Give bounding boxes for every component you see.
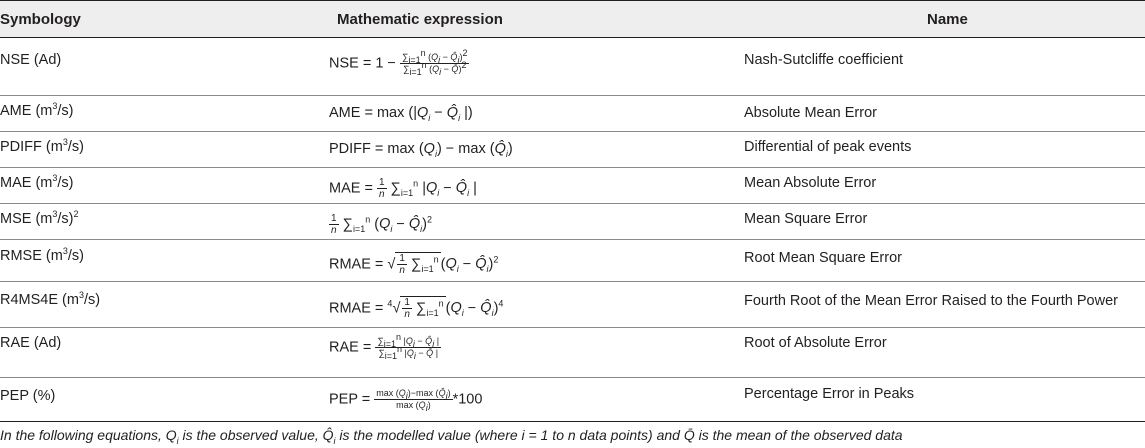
expression-cell: RMAE = √ $\frac{1}{n}$ $\sum_{i=1}^n$ ($Q_i$ − $Q̂_i)^2$ xyxy=(329,253,499,276)
header-symbology: Symbology xyxy=(0,11,81,28)
symbol-cell: MAE $(m^3/s)$ xyxy=(0,173,74,191)
expr-label: NSE = 1 − xyxy=(329,55,396,72)
symbol-cell: RAE (Ad) xyxy=(0,335,62,351)
table-row xyxy=(0,96,1145,132)
symbol-cell: RMSE $(m^3/s)$ xyxy=(0,246,84,264)
table-footnote: In the following equations, $Q_i$ is the observed value, $Q̂_i$ is the modelled value (where i = 1 to n data points) and Q̄ is the mean of the observed data xyxy=(0,427,903,446)
symbol-cell: R4MS4E $(m^3/s)$ xyxy=(0,290,101,308)
name-cell: Nash-Sutcliffe coefficient xyxy=(744,52,904,68)
expression-cell: AME = $\max (|Q_i$ − $Q̂_i$ |) xyxy=(329,105,473,123)
name-cell: Root Mean Square Error xyxy=(744,250,902,266)
name-cell: Absolute Mean Error xyxy=(744,105,877,121)
table-row xyxy=(0,282,1145,328)
symbol-cell: PDIFF $(m^3/s)$ xyxy=(0,137,84,155)
header-name: Name xyxy=(927,11,968,28)
expression-cell: RAE = $\frac{\sum_{i=1}^n |Q_i - Q̂_i |}{\sum_{i=1}^n |Q_i - Q̄ |}$ xyxy=(329,332,440,361)
header-expression: Mathematic expression xyxy=(337,11,503,28)
expression-cell: PEP = $\frac{\max (Q_i)-\max (Q̂_i)}{\max (Q_i)}$ *100 xyxy=(329,388,483,413)
table-row xyxy=(0,168,1145,204)
name-cell: Mean Absolute Error xyxy=(744,175,877,191)
table-row xyxy=(0,38,1145,96)
table-row xyxy=(0,240,1145,282)
name-cell: Mean Square Error xyxy=(744,211,868,227)
table-row xyxy=(0,132,1145,168)
name-cell: Percentage Error in Peaks xyxy=(744,386,915,402)
table-row xyxy=(0,378,1145,422)
symbol-cell: PEP (%) xyxy=(0,388,56,404)
expression-cell: NSE = 1 − $\frac{\sum_{i=1}^n (Q_i - Q̂_i)^2}{\sum_{i=1}^n (Q_i - Q̄)^2}$ xyxy=(329,48,468,77)
symbol-cell: NSE (Ad) xyxy=(0,52,62,68)
expression-cell: PDIFF = $\max (Q_i) - \max$ $(Q̂_i)$ xyxy=(329,141,513,159)
table-header xyxy=(0,0,1145,38)
name-cell: Differential of peak events xyxy=(744,139,912,155)
expression-cell: RMAE = $^4$√ $\frac{1}{n}$ $\sum_{i=1}^n$ ($Q_i$ − $Q̂_i)^4$ xyxy=(329,297,504,320)
table-row xyxy=(0,328,1145,378)
expression-cell: $\frac{1}{n}$ $\sum_{i=1}^n$ ($Q_i$ − $Q̂_i)^2$ xyxy=(331,213,433,236)
name-cell: Fourth Root of the Mean Error Raised to the Fourth Power xyxy=(744,293,1118,309)
name-cell: Root of Absolute Error xyxy=(744,335,887,351)
table-row xyxy=(0,204,1145,240)
symbol-cell: MSE $(m^3/s)^2$ xyxy=(0,209,79,227)
symbol-cell: AME $(m^3/s)$ xyxy=(0,101,74,119)
expression-cell: MAE = $\frac{1}{n}$ $\sum_{i=1}^n$ $|Q_i$ − $Q̂_i$ | xyxy=(329,177,477,200)
